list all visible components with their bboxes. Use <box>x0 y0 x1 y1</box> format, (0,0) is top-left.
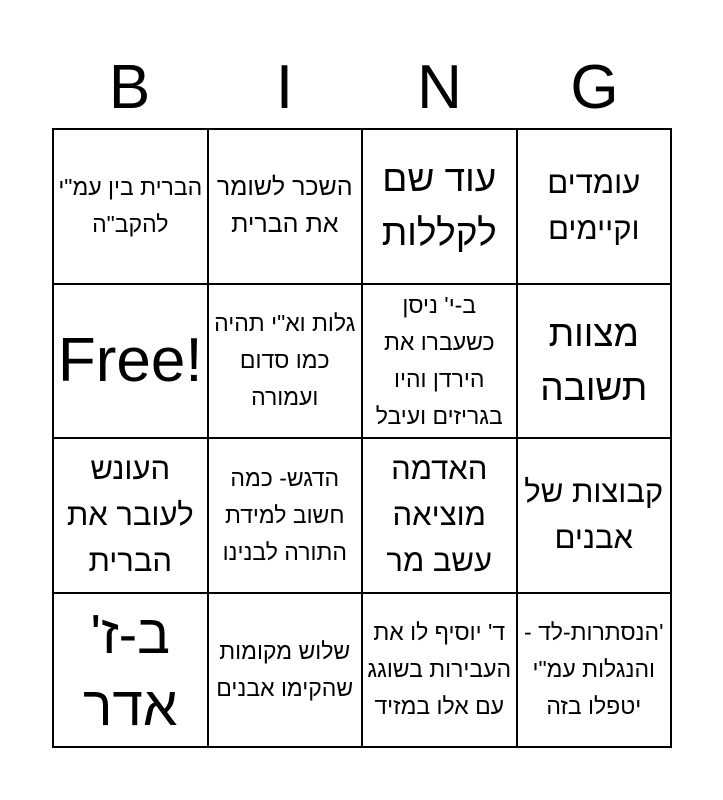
header-letter-i: I <box>275 53 294 122</box>
free-label: Free! <box>57 325 203 395</box>
cell-text: 'הנסתרות-לד -והנגלות עמ"י יטפלו בזה <box>524 619 664 720</box>
cell-text: שלוש מקומות שהקימו אבנים <box>216 637 354 701</box>
bingo-cell[interactable] <box>362 284 517 439</box>
cell-text: מצוות תשובה <box>540 312 648 408</box>
cell-text: ב-ז' אדר <box>83 602 178 737</box>
bingo-cell[interactable] <box>208 284 363 439</box>
header-letter-b: B <box>108 53 151 122</box>
cell-text: העונש לעובר את הברית <box>66 451 194 579</box>
cell-text: עוד שם לקללות <box>381 158 497 254</box>
cell-text: האדמה מוציאה עשב מר <box>386 451 493 579</box>
cell-text: עומדים וקיימים <box>547 165 641 247</box>
bingo-cell[interactable] <box>208 593 363 748</box>
bingo-header <box>52 52 672 124</box>
bingo-cell[interactable] <box>208 438 363 593</box>
header-letter-n: N <box>417 53 462 122</box>
bingo-cell[interactable] <box>517 129 672 284</box>
bingo-cell[interactable] <box>362 438 517 593</box>
bingo-cell[interactable] <box>517 593 672 748</box>
bingo-cell-free[interactable] <box>53 284 208 439</box>
bingo-cell[interactable] <box>53 593 208 748</box>
cell-text: ד' יוסיף לו את העבירות בשוגג עם אלו במזיד <box>367 619 512 720</box>
bingo-cell[interactable] <box>517 438 672 593</box>
cell-text: קבוצות של אבנים <box>524 474 664 556</box>
header-letter-g: G <box>570 53 619 122</box>
cell-text: השכר לשומר את הברית <box>216 173 353 239</box>
cell-text: הדגש- כמה חשוב למידת התורה לבנינו <box>222 464 347 565</box>
bingo-cell[interactable] <box>208 129 363 284</box>
cell-text: הברית בין עמ"י להקב"ה <box>58 174 203 238</box>
bingo-cell[interactable] <box>517 284 672 439</box>
bingo-board <box>52 128 672 748</box>
bingo-cell[interactable] <box>53 438 208 593</box>
bingo-cell[interactable] <box>53 129 208 284</box>
bingo-cell[interactable] <box>362 129 517 284</box>
bingo-cell[interactable] <box>362 593 517 748</box>
cell-text: גלות וא"י תהיה כמו סדום ועמורה <box>214 310 356 411</box>
cell-text: ב-י' ניסן כשעברו את הירדן והיו בגריזים ועיבל <box>375 291 503 429</box>
